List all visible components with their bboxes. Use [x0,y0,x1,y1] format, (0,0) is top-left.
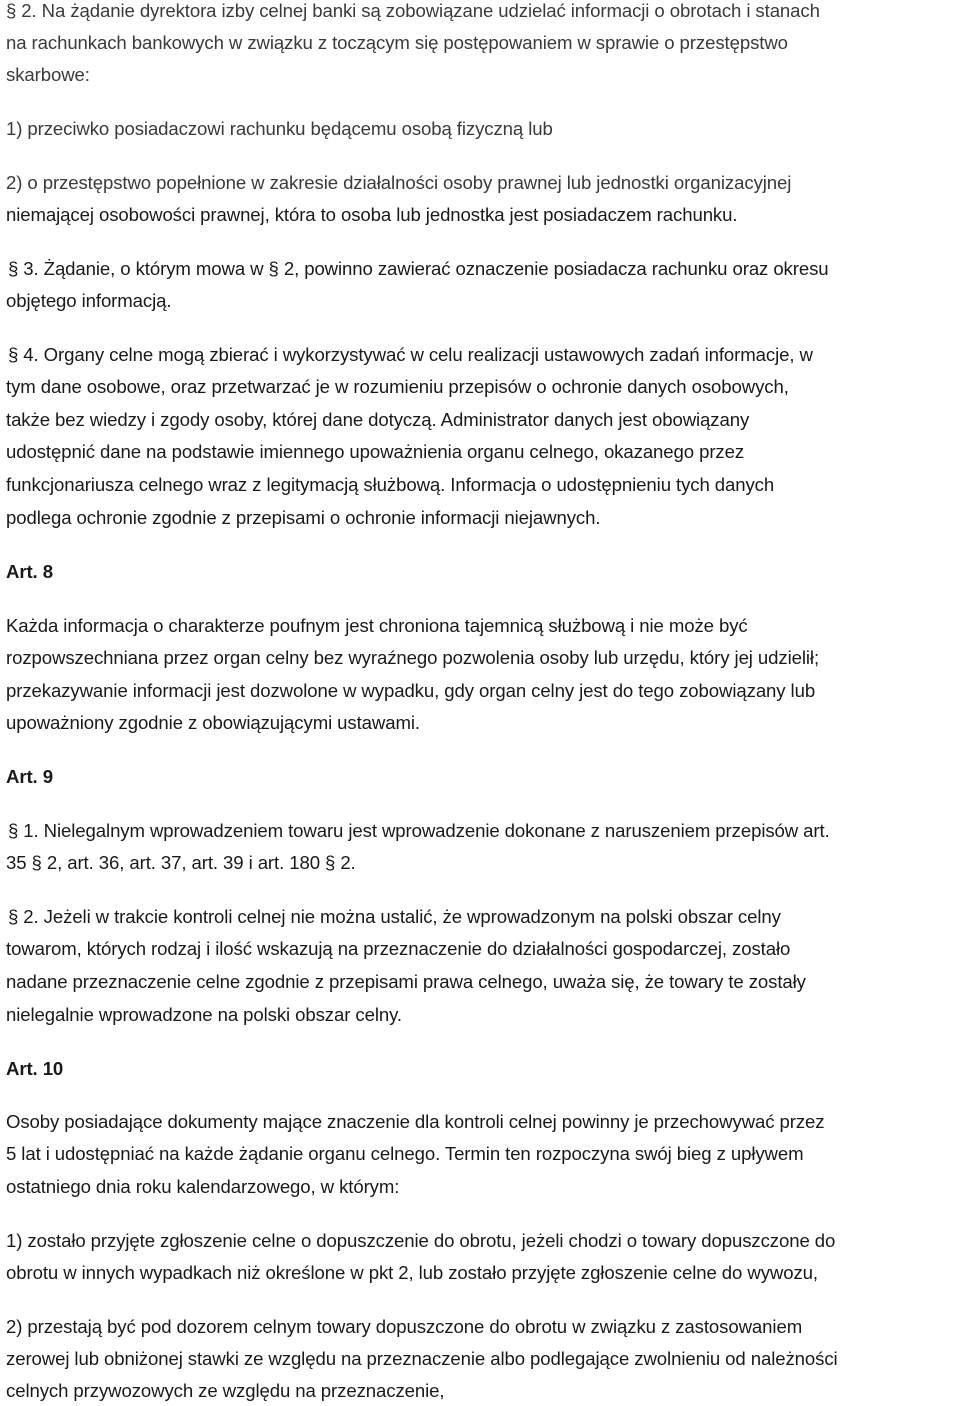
text-line: Osoby posiadające dokumenty mające znaczenie dla kontroli celnej powinny je przechowywać przez [6,1111,825,1132]
text-line: skarbowe: [6,64,90,85]
text-line: § 2. Jeżeli w trakcie kontroli celnej nie można ustalić, że wprowadzonym na polski obszar celny [8,906,781,927]
text-line: 2) przestają być pod dozorem celnym towary dopuszczone do obrotu w związku z zastosowaniem [6,1316,803,1337]
text-line: towarom, których rodzaj i ilość wskazują na przeznaczenie do działalności gospodarczej, zostało [6,938,791,959]
article-heading: Art. 10 [6,1058,64,1079]
text-line: § 4. Organy celne mogą zbierać i wykorzystywać w celu realizacji ustawowych zadań informacje, w [8,344,813,365]
text-line: Każda informacja o charakterze poufnym jest chroniona tajemnicą służbową i nie może być [6,615,748,636]
text-line: § 1. Nielegalnym wprowadzeniem towaru jest wprowadzenie dokonane z naruszeniem przepisów art. [8,820,830,841]
text-line: udostępnić dane na podstawie imiennego upoważnienia organu celnego, okazanego przez [6,441,745,462]
text-line: objętego informacją. [6,290,172,311]
text-line: przekazywanie informacji jest dozwolone w wypadku, gdy organ celny jest do tego zobowiązany lub [6,680,816,701]
text-line: 1) zostało przyjęte zgłoszenie celne o dopuszczenie do obrotu, jeżeli chodzi o towary dopuszczone do [6,1230,836,1251]
text-line: § 3. Żądanie, o którym mowa w § 2, powinno zawierać oznaczenie posiadacza rachunku oraz okresu [8,258,829,279]
text-line: ostatniego dnia roku kalendarzowego, w którym: [6,1176,400,1197]
text-line: także bez wiedzy i zgody osoby, której dane dotyczą. Administrator danych jest obowiązany [6,409,750,430]
text-line: 35 § 2, art. 36, art. 37, art. 39 i art. 180 § 2. [6,852,356,873]
text-line: celnych przywozowych ze względu na przeznaczenie, [6,1380,445,1401]
text-line: niemającej osobowości prawnej, która to osoba lub jednostka jest posiadaczem rachunku. [6,204,738,225]
text-line: tym dane osobowe, oraz przetwarzać je w rozumieniu przepisów o ochronie danych osobowych, [6,376,789,397]
text-line: zerowej lub obniżonej stawki ze względu na przeznaczenie albo podlegające zwolnieniu od należności [6,1348,838,1369]
article-heading: Art. 8 [6,561,53,582]
text-line: na rachunkach bankowych w związku z toczącym się postępowaniem w sprawie o przestępstwo [6,32,788,53]
text-line: obrotu w innych wypadkach niż określone w pkt 2, lub zostało przyjęte zgłoszenie celne do wywozu, [6,1262,818,1283]
text-line: 1) przeciwko posiadaczowi rachunku będącemu osobą fizyczną lub [6,118,553,139]
text-line: podlega ochronie zgodnie z przepisami o ochronie informacji niejawnych. [6,507,601,528]
text-line: 2) o przestępstwo popełnione w zakresie działalności osoby prawnej lub jednostki organizacyjnej [6,172,792,193]
text-line: nadane przeznaczenie celne zgodnie z przepisami prawa celnego, uważa się, że towary te zostały [6,971,806,992]
text-line: upoważniony zgodnie z obowiązującymi ustawami. [6,712,420,733]
text-line: 5 lat i udostępniać na każde żądanie organu celnego. Termin ten rozpoczyna swój bieg z upływem [6,1143,804,1164]
article-heading: Art. 9 [6,766,53,787]
text-line: nielegalnie wprowadzone na polski obszar celny. [6,1004,402,1025]
text-line: § 2. Na żądanie dyrektora izby celnej banki są zobowiązane udzielać informacji o obrotach i stanach [6,0,820,21]
text-line: funkcjonariusza celnego wraz z legitymacją służbową. Informacja o udostępnieniu tych danych [6,474,775,495]
text-line: rozpowszechniana przez organ celny bez wyraźnego pozwolenia osoby lub urzędu, który jej udzielił; [6,647,820,668]
